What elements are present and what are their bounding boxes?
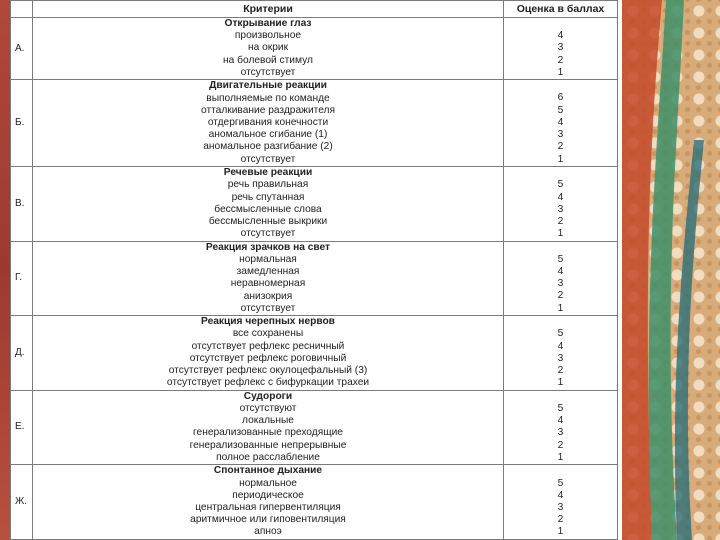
criterion-score: 3 — [557, 278, 564, 290]
criterion-label: полное расслабление — [216, 451, 320, 463]
section-letter: Ж. — [11, 465, 33, 540]
criterion-label: отсутствует — [240, 66, 296, 78]
section-criteria — [33, 241, 504, 316]
criterion-score: 3 — [557, 501, 564, 513]
criterion-score: 4 — [557, 489, 564, 501]
section-scores — [504, 241, 618, 316]
section-title: Судороги — [243, 390, 293, 402]
header-row — [11, 1, 618, 18]
section-letter: В. — [11, 167, 33, 242]
section-scores — [504, 167, 618, 242]
score-spacer — [504, 167, 617, 179]
score-spacer — [504, 391, 617, 403]
section-scores — [504, 80, 618, 167]
criterion-score: 4 — [557, 30, 564, 42]
section-letter: Г. — [11, 241, 33, 316]
criterion-score: 5 — [557, 179, 564, 191]
criterion-label: отсутствуют — [239, 403, 297, 415]
section-title: Речевые реакции — [223, 167, 313, 179]
criterion-score: 2 — [557, 514, 564, 526]
section-title: Открывание глаз — [224, 18, 312, 29]
section-row — [11, 241, 618, 316]
section-scores — [504, 390, 618, 465]
criterion-score: 1 — [557, 451, 564, 463]
header-score: Оценка в баллах — [504, 1, 618, 18]
section-title: Спонтанное дыхание — [213, 465, 323, 477]
criterion-score: 1 — [557, 526, 564, 538]
table-body — [11, 18, 618, 540]
criterion-label: отсутствует рефлекс роговичный — [189, 352, 347, 364]
ribbon-teal — [675, 140, 704, 540]
score-spacer — [504, 465, 617, 477]
criterion-label: генерализованные преходящие — [193, 427, 343, 439]
criterion-score: 5 — [557, 403, 564, 414]
section-row — [11, 167, 618, 242]
criterion-score: 1 — [557, 228, 564, 240]
criterion-label: выполняемые по команде — [206, 92, 330, 104]
criterion-score: 4 — [557, 191, 564, 203]
criterion-label: отсутствует рефлекс с бифуркации трахеи — [166, 377, 370, 389]
score-spacer — [504, 18, 617, 30]
section-row — [11, 80, 618, 167]
criterion-label: аномальное сгибание (1) — [208, 129, 328, 141]
criteria-table — [10, 0, 618, 540]
criterion-label: отсутствует рефлекс ресничный — [191, 340, 345, 352]
criterion-score: 2 — [557, 54, 564, 66]
criterion-score: 5 — [557, 104, 564, 116]
section-criteria — [33, 80, 504, 167]
criterion-label: генерализованные непрерывные — [189, 439, 347, 451]
section-letter: Б. — [11, 80, 33, 167]
criterion-label: нормальное — [239, 477, 297, 489]
criterion-label: центральная гипервентиляция — [195, 501, 341, 513]
criterion-label: отсутствует — [240, 302, 296, 314]
criterion-score: 3 — [557, 352, 564, 364]
score-spacer — [504, 242, 617, 254]
criterion-score: 6 — [557, 92, 564, 104]
criterion-label: анизокрия — [243, 290, 293, 302]
section-title: Реакция зрачков на свет — [205, 241, 331, 253]
section-letter: Е. — [11, 390, 33, 465]
criterion-score: 4 — [557, 116, 564, 128]
criterion-label: все сохранены — [232, 328, 304, 340]
criterion-score: 5 — [557, 328, 564, 340]
header-empty-cell — [11, 1, 33, 18]
criterion-label: бессмысленные выкрики — [208, 215, 328, 227]
criterion-label: периодическое — [232, 489, 304, 501]
criterion-label: на окрик — [247, 42, 289, 54]
section-title: Двигательные реакции — [209, 80, 327, 92]
criterion-label: отдергивания конечности — [207, 116, 329, 128]
criterion-label: отсутствует — [240, 153, 296, 165]
criterion-score: 4 — [557, 266, 564, 278]
header-criteria: Критерии — [33, 1, 504, 18]
section-row — [11, 316, 618, 391]
criterion-score: 4 — [557, 415, 564, 427]
score-spacer — [504, 80, 617, 92]
section-criteria — [33, 18, 504, 80]
criterion-score: 1 — [557, 377, 564, 389]
criterion-score: 3 — [557, 129, 564, 141]
section-criteria — [33, 167, 504, 242]
criterion-score: 2 — [557, 439, 564, 451]
criterion-label: аномальное разгибание (2) — [203, 141, 333, 153]
decorative-ribbons — [622, 0, 720, 540]
criterion-label: отсутствует — [240, 228, 296, 240]
criterion-score: 2 — [557, 290, 564, 302]
section-scores — [504, 465, 618, 540]
criterion-score: 5 — [557, 477, 564, 489]
section-scores — [504, 316, 618, 391]
left-accent-bar — [0, 0, 10, 540]
criterion-label: нормальная — [239, 253, 297, 265]
criterion-label: бессмысленные слова — [214, 203, 322, 215]
section-row — [11, 465, 618, 540]
criterion-label: аритмичное или гиповентиляция — [190, 514, 346, 526]
criterion-score: 1 — [557, 302, 564, 314]
criterion-label: речь правильная — [227, 179, 309, 191]
section-row — [11, 390, 618, 465]
criterion-score: 5 — [557, 253, 564, 265]
criterion-label: неравномерная — [230, 278, 306, 290]
criterion-label: произвольное — [234, 30, 302, 42]
decorative-side-panel — [622, 0, 720, 540]
criterion-score: 3 — [557, 427, 564, 439]
criterion-score: 3 — [557, 203, 564, 215]
section-criteria — [33, 465, 504, 540]
criterion-label: замедленная — [236, 266, 300, 278]
criterion-label: отсутствует рефлекс окулоцефальный (3) — [168, 365, 368, 377]
section-letter: Д. — [11, 316, 33, 391]
section-title: Реакция черепных нервов — [201, 316, 335, 328]
criterion-score: 4 — [557, 340, 564, 352]
criterion-label: речь спутанная — [231, 191, 305, 203]
criterion-score: 3 — [557, 42, 564, 54]
criterion-score: 1 — [557, 153, 564, 165]
criterion-label: локальные — [242, 415, 294, 427]
criterion-label: апноэ — [254, 526, 282, 538]
criterion-score: 1 — [557, 66, 564, 78]
section-criteria — [33, 390, 504, 465]
score-spacer — [504, 316, 617, 328]
section-row — [11, 18, 618, 80]
section-letter: А. — [11, 18, 33, 80]
criterion-label: отталкивание раздражителя — [201, 104, 335, 116]
criterion-score: 2 — [557, 141, 564, 153]
criterion-score: 2 — [557, 215, 564, 227]
section-scores — [504, 18, 618, 80]
criterion-label: на болевой стимул — [223, 54, 313, 66]
criterion-score: 2 — [557, 365, 564, 377]
section-criteria — [33, 316, 504, 391]
